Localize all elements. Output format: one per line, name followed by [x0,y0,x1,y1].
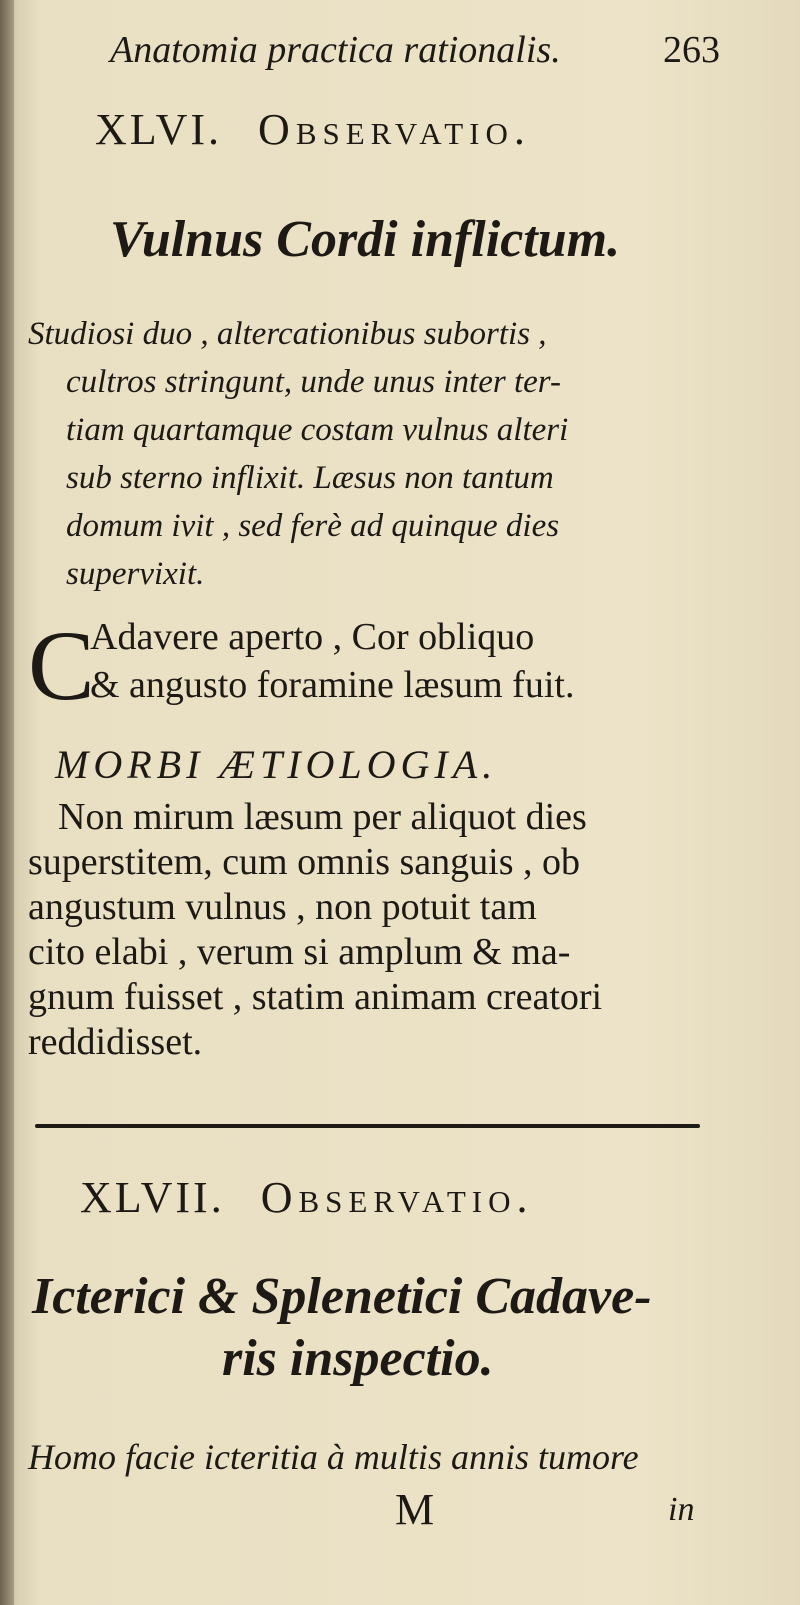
drop-cap: C [28,610,95,721]
running-head-title: Anatomia practica rationalis. [110,29,561,71]
observation-46-summary [28,310,718,598]
observation-46-heading [95,100,695,160]
paragraph-line: & angusto foramine læsum fuit. [90,664,575,706]
observation-46-title: Vulnus Cordi inflictum. [110,211,621,268]
body-line: cito elabi , verum si amplum & ma- [28,931,571,973]
summary-line: sub sterno inflixit. Læsus non tantum [66,460,554,496]
running-head [110,20,720,80]
observation-47-heading [80,1168,680,1228]
summary-line: domum ivit , sed ferè ad quinque dies [66,508,560,544]
signature-mark: M [395,1485,435,1534]
summary-line: Studiosi duo , altercationibus subortis , [28,316,547,352]
body-line: gnum fuisset , statim animam creatori [28,976,603,1018]
body-line: reddidisset. [28,1021,203,1063]
observation-number: XLVI. [95,105,223,154]
page-gutter-shadow [0,0,14,1605]
observation-label: Observatio. [260,1173,534,1222]
observation-number: XLVII. [80,1173,225,1222]
observation-46-paragraph [28,612,728,722]
section-divider [35,1124,700,1128]
body-line: superstitem, cum omnis sanguis , ob [28,841,581,883]
section-heading: MORBI ÆTIOLOGIA. [55,742,498,787]
observation-47-title-line-2: ris inspectio. [222,1330,494,1387]
aetiology-text [28,795,718,1065]
summary-line: cultros stringunt, unde unus inter ter- [66,364,561,400]
summary-line: supervixit. [66,556,205,592]
body-line: angustum vulnus , non potuit tam [28,886,537,928]
page-number: 263 [663,29,720,71]
paragraph-line: Adavere aperto , Cor obliquo [90,616,535,658]
observation-47-first-line: Homo facie icteritia à multis annis tumore [28,1437,639,1477]
summary-line: tiam quartamque costam vulnus alteri [66,412,569,448]
catchword: in [668,1491,695,1528]
observation-label: Observatio. [258,105,531,154]
observation-47-title-line-1: Icterici & Splenetici Cadave- [32,1268,652,1325]
body-line: Non mirum læsum per aliquot dies [58,796,587,838]
